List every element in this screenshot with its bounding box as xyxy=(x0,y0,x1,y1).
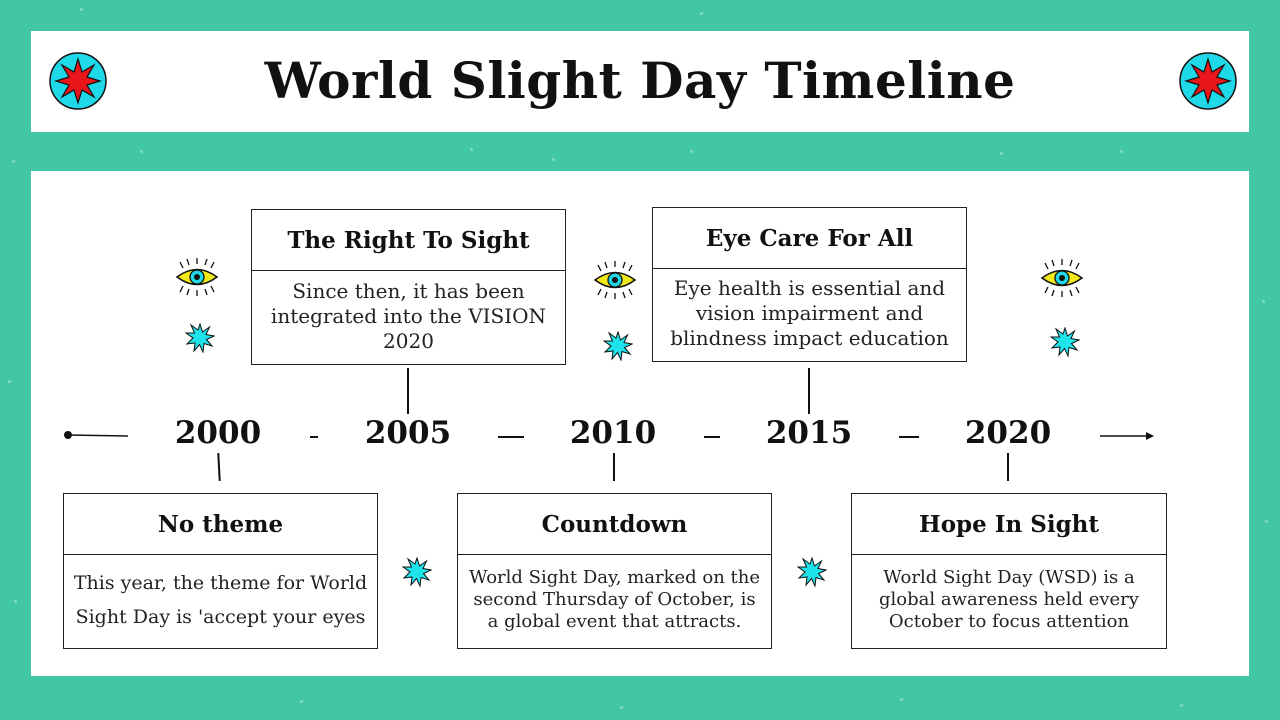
small-star-icon xyxy=(185,323,215,353)
eye-icon xyxy=(175,256,219,298)
event-heading: No theme xyxy=(64,494,377,555)
timeline-dash xyxy=(498,436,524,438)
connector-line xyxy=(1007,453,1009,481)
timeline-dash xyxy=(310,436,318,438)
event-box-2015 xyxy=(652,207,967,362)
event-box-2020 xyxy=(851,493,1167,649)
connector-line xyxy=(407,368,409,414)
small-star-icon xyxy=(603,331,633,361)
connector-line xyxy=(808,368,810,414)
event-description: World Sight Day, marked on the second Thursday of October, is a global event that attracts. xyxy=(468,567,761,632)
event-heading: Countdown xyxy=(458,494,771,555)
arrow-right-icon xyxy=(1098,429,1156,443)
small-star-icon xyxy=(1050,327,1080,357)
timeline-year: 2000 xyxy=(174,415,262,451)
event-box-2010 xyxy=(457,493,772,649)
title-panel xyxy=(31,31,1249,132)
event-description: Eye health is essential and vision impairment and blindness impact education xyxy=(670,276,949,350)
timeline-start-marker xyxy=(62,428,132,444)
timeline-year: 2005 xyxy=(364,415,452,451)
page-title: World Slight Day Timeline xyxy=(264,51,1016,110)
event-box-2000 xyxy=(63,493,378,649)
small-star-icon xyxy=(402,557,432,587)
eye-icon xyxy=(1040,257,1084,299)
timeline-dash xyxy=(899,436,919,438)
timeline-year: 2020 xyxy=(964,415,1052,451)
event-description: World Sight Day (WSD) is a global awareness held every October to focus attention xyxy=(879,567,1139,632)
eye-icon xyxy=(593,259,637,301)
timeline-year: 2015 xyxy=(765,415,853,451)
timeline-year: 2010 xyxy=(569,415,657,451)
timeline-dash xyxy=(704,436,720,438)
starburst-badge-icon xyxy=(1178,51,1238,111)
event-description: Since then, it has been integrated into the VISION 2020 xyxy=(270,278,547,353)
event-description: This year, the theme for World Sight Day is 'accept your eyes xyxy=(73,572,368,628)
event-heading: The Right To Sight xyxy=(252,210,565,271)
small-star-icon xyxy=(797,557,827,587)
event-heading: Hope In Sight xyxy=(852,494,1166,555)
event-box-2005 xyxy=(251,209,566,365)
connector-line xyxy=(613,453,615,481)
event-heading: Eye Care For All xyxy=(653,208,966,269)
